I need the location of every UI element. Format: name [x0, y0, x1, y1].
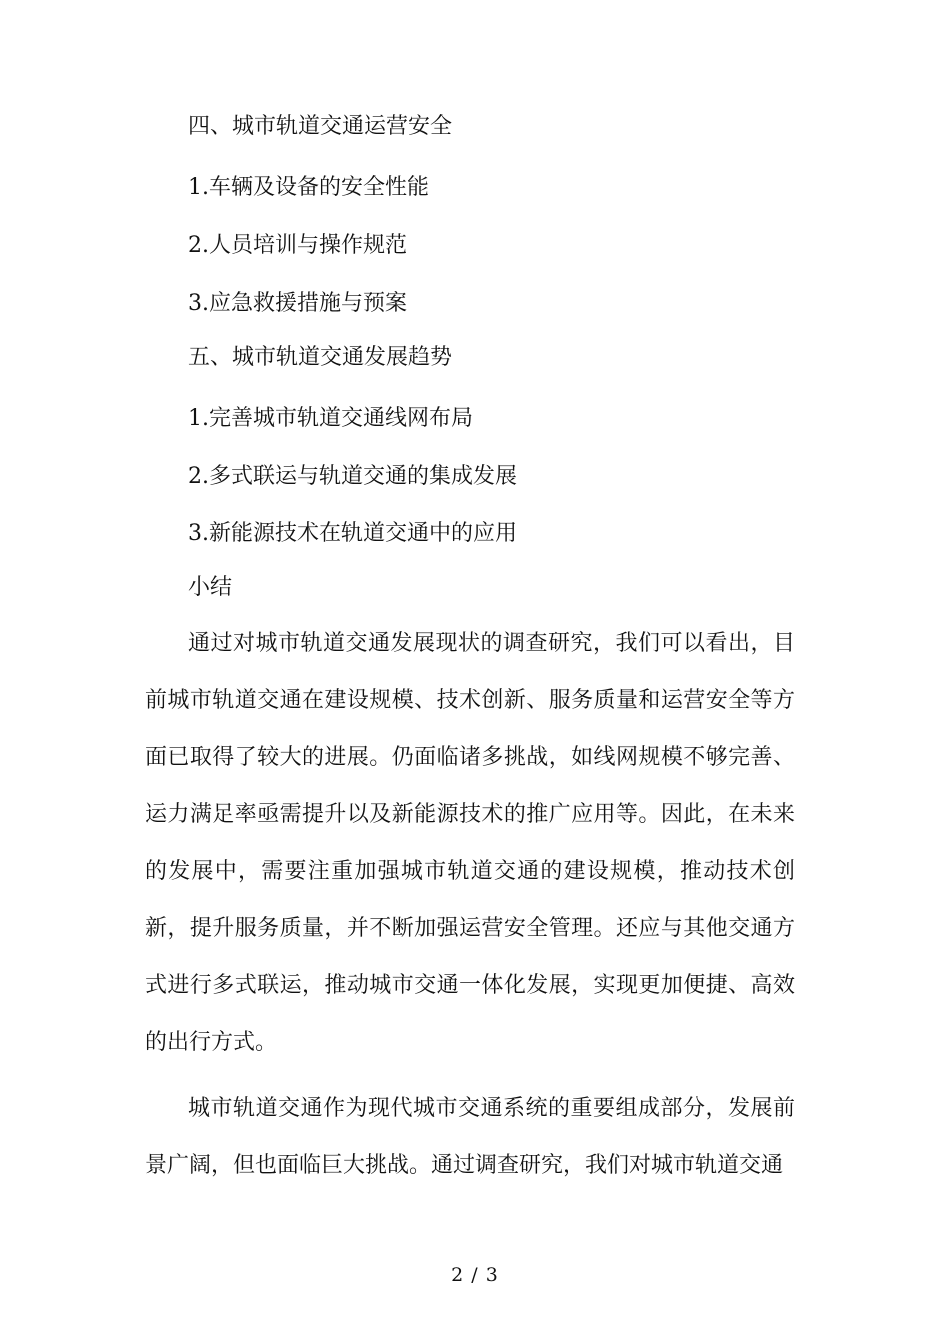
list-item: 1.车辆及设备的安全性能 — [188, 175, 429, 200]
list-item: 1.完善城市轨道交通线网布局 — [188, 406, 473, 431]
list-item: 2.多式联运与轨道交通的集成发展 — [188, 464, 517, 489]
section-heading-development-trends: 五、城市轨道交通发展趋势 — [188, 345, 453, 370]
summary-heading: 小结 — [188, 575, 233, 600]
section-heading-operation-safety: 四、城市轨道交通运营安全 — [188, 114, 453, 139]
body-paragraph: 城市轨道交通作为现代城市交通系统的重要组成部分，发展前景广阔，但也面临巨大挑战。通过调查研究，我们对城市轨道交通 — [145, 1096, 795, 1178]
list-item: 2.人员培训与操作规范 — [188, 233, 407, 258]
list-item: 3.新能源技术在轨道交通中的应用 — [188, 521, 517, 546]
summary-paragraph: 通过对城市轨道交通发展现状的调查研究，我们可以看出，目前城市轨道交通在建设规模、技术创新、服务质量和运营安全等方面已取得了较大的进展。仍面临诸多挑战，如线网规模不够完善、运力满足率亟需提升以及新能源技术的推广应用等。因此，在未来的发展中，需要注重加强城市轨道交通的建设规模，推动技术创新，提升服务质量，并不断加强运营安全管理。还应与其他交通方式进行多式联运，推动城市交通一体化发展，实现更加便捷、高效的出行方式。 — [145, 631, 795, 1055]
page-indicator: 2 / 3 — [451, 1264, 499, 1286]
list-item: 3.应急救援措施与预案 — [188, 291, 407, 316]
